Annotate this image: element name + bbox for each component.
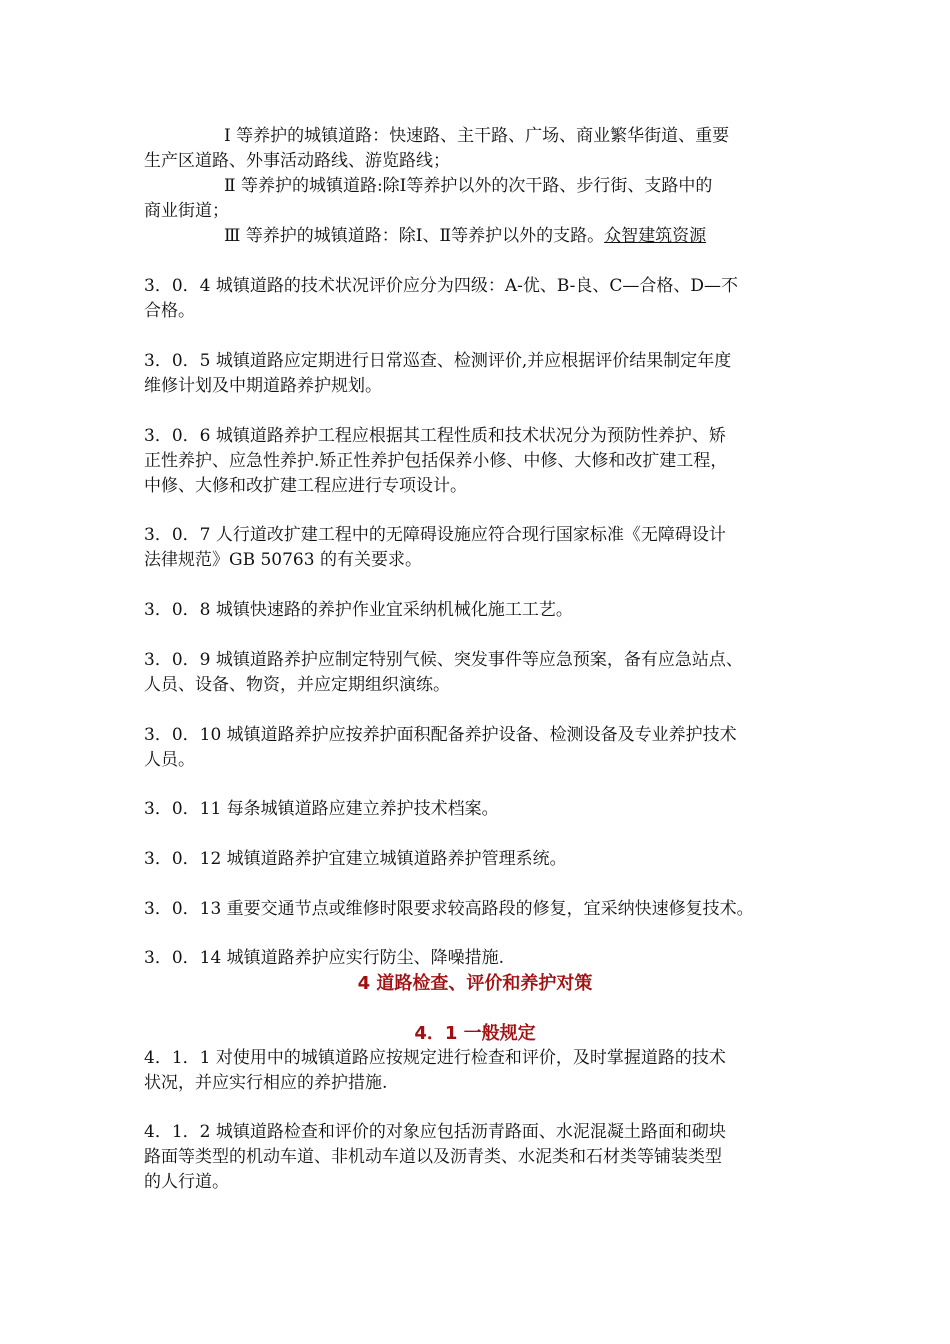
- text-line: 3．0．12 城镇道路养护宜建立城镇道路养护管理系统。: [144, 849, 567, 869]
- text-line: 3．0．9 城镇道路养护应制定特别气候、突发事件等应急预案，备有应急站点、: [144, 650, 743, 670]
- clause-3-0-10: [144, 723, 816, 773]
- text-line: 3．0．6 城镇道路养护工程应根据其工程性质和技术状况分为预防性养护、矫: [144, 426, 726, 446]
- text-line: 人员。: [144, 750, 195, 770]
- text-line: 3．0．7 人行道改扩建工程中的无障碍设施应符合现行国家标准《无障碍设计: [144, 525, 726, 545]
- clause-3-0-11: [144, 797, 816, 822]
- chapter-heading: 4 道路检查、评价和养护对策: [357, 973, 593, 994]
- text-line: 中修、大修和改扩建工程应进行专项设计。: [144, 476, 467, 496]
- text-line: 3．0．10 城镇道路养护应按养护面积配备养护设备、检测设备及专业养护技术: [144, 725, 737, 745]
- text-line: Ⅰ 等养护的城镇道路：快速路、主干路、广场、商业繁华街道、重要: [224, 126, 730, 146]
- text-line: 4．1．1 对使用中的城镇道路应按规定进行检查和评价，及时掌握道路的技术: [144, 1048, 726, 1068]
- clause-3-0-13: [144, 897, 816, 922]
- clause-4-1-1: [144, 1046, 816, 1096]
- paragraph-grade-3: [144, 224, 816, 249]
- text-line: 3．0．4 城镇道路的技术状况评价应分为四级：A-优、B-良、C—合格、D—不: [144, 276, 739, 296]
- text-line: 正性养护、应急性养护.矫正性养护包括保养小修、中修、大修和改扩建工程，: [144, 451, 728, 471]
- clause-3-0-9: [144, 648, 816, 698]
- text-line: 状况，并应实行相应的养护措施.: [144, 1073, 388, 1093]
- grade-3-text: Ⅲ 等养护的城镇道路：除Ⅰ、Ⅱ等养护以外的支路。: [224, 226, 605, 246]
- text-line: [144, 224, 816, 249]
- clause-3-0-6: [144, 424, 816, 499]
- text-line: 商业街道；: [144, 201, 229, 221]
- clause-3-0-8: [144, 598, 816, 623]
- text-line: 路面等类型的机动车道、非机动车道以及沥青类、水泥类和石材类等铺装类型: [144, 1147, 722, 1167]
- text-line: Ⅱ 等养护的城镇道路:除Ⅰ等养护以外的次干路、步行街、支路中的: [224, 176, 713, 196]
- clause-3-0-5: [144, 349, 816, 399]
- clause-3-0-4: [144, 274, 816, 324]
- text-line: 人员、设备、物资，并应定期组织演练。: [144, 675, 450, 695]
- text-line: 3．0．5 城镇道路应定期进行日常巡查、检测评价,并应根据评价结果制定年度: [144, 351, 732, 371]
- text-line: 4．1．2 城镇道路检查和评价的对象应包括沥青路面、水泥混凝土路面和砌块: [144, 1122, 726, 1142]
- text-line: 合格。: [144, 301, 195, 321]
- text-line: 维修计划及中期道路养护规划。: [144, 376, 382, 396]
- section-heading: 4．1 一般规定: [414, 1023, 536, 1044]
- clause-4-1-2: [144, 1120, 816, 1195]
- text-line: 3．0．8 城镇快速路的养护作业宜采纳机械化施工工艺。: [144, 600, 573, 620]
- clause-3-0-14: [144, 946, 816, 971]
- clause-3-0-7: [144, 523, 816, 573]
- text-line: 的人行道。: [144, 1172, 229, 1192]
- text-line: 3．0．11 每条城镇道路应建立养护技术档案。: [144, 799, 499, 819]
- source-link[interactable]: 众智建筑资源: [604, 226, 707, 246]
- clause-3-0-12: [144, 847, 816, 872]
- text-line: 3．0．14 城镇道路养护应实行防尘、降噪措施.: [144, 948, 505, 968]
- text-line: 生产区道路、外事活动路线、游览路线；: [144, 151, 450, 171]
- paragraph-grade-1: [144, 124, 816, 174]
- text-line: 3．0．13 重要交通节点或维修时限要求较高路段的修复，宜采纳快速修复技术。: [144, 899, 754, 919]
- paragraph-grade-2: [144, 174, 816, 224]
- text-line: 法律规范》GB 50763 的有关要求。: [144, 550, 422, 570]
